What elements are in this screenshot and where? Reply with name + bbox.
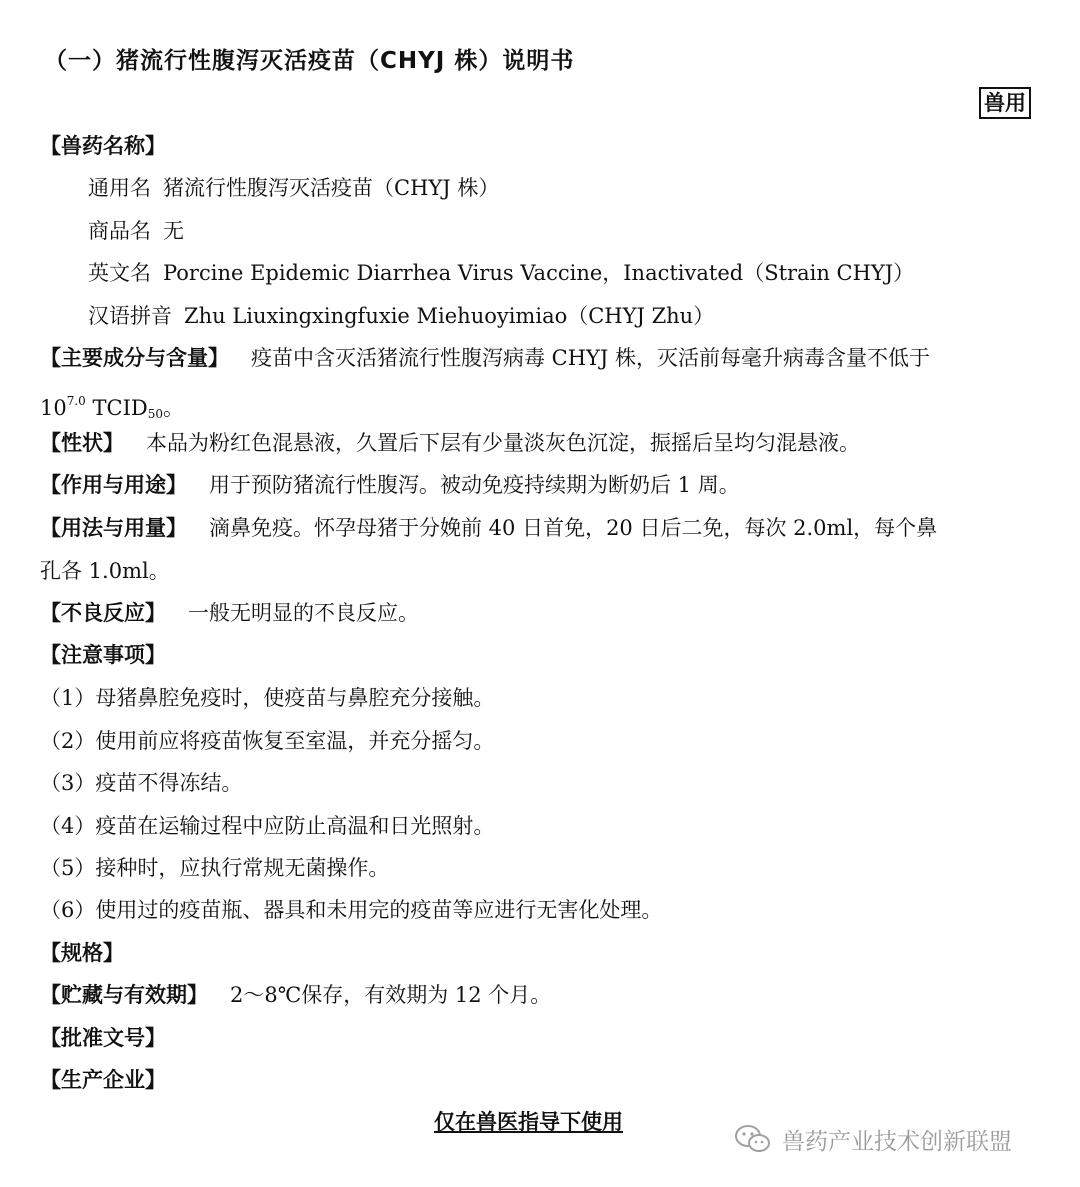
dosage-text-continued: 孔各 1.0ml。: [40, 559, 170, 583]
adverse-row: [40, 598, 419, 628]
composition-base: 10: [40, 396, 67, 420]
watermark-text: 兽药产业技术创新联盟: [782, 1128, 1012, 1155]
pinyin-name-label: 汉语拼音: [88, 304, 172, 328]
composition-row: [40, 343, 930, 373]
dosage-row: [40, 513, 937, 543]
document-title: （一）猪流行性腹泻灭活疫苗（CHYJ 株）说明书: [44, 48, 575, 74]
spec-heading: 【规格】: [40, 941, 124, 965]
precaution-item: （2）使用前应将疫苗恢复至室温，并充分摇匀。: [40, 729, 495, 753]
precaution-item: （3）疫苗不得冻结。: [40, 771, 243, 795]
drug-name-heading: 【兽药名称】: [40, 134, 166, 158]
storage-text: 2～8℃保存，有效期为 12 个月。: [230, 983, 552, 1007]
generic-name-row: [88, 173, 499, 203]
spec-row: [40, 938, 124, 968]
adverse-text: 一般无明显的不良反应。: [188, 601, 419, 625]
trade-name-row: [88, 216, 184, 246]
indication-row: [40, 470, 740, 500]
precaution-item: （4）疫苗在运输过程中应防止高温和日光照射。: [40, 814, 495, 838]
indication-heading: 【作用与用途】: [40, 473, 187, 497]
trade-name-label: 商品名: [88, 219, 151, 243]
composition-text: 疫苗中含灭活猪流行性腹泻病毒 CHYJ 株，灭活前每毫升病毒含量不低于: [251, 346, 931, 370]
precaution-item: （5）接种时，应执行常规无菌操作。: [40, 856, 390, 880]
composition-end: 。: [163, 396, 184, 420]
composition-exponent: 7.0: [66, 394, 86, 408]
storage-heading: 【贮藏与有效期】: [40, 983, 208, 1007]
manufacturer-heading: 【生产企业】: [40, 1068, 166, 1092]
precaution-item: （1）母猪鼻腔免疫时，使疫苗与鼻腔充分接触。: [40, 686, 495, 710]
approval-heading: 【批准文号】: [40, 1026, 166, 1050]
dosage-text: 滴鼻免疫。怀孕母猪于分娩前 40 日首免，20 日后二免，每次 2.0ml，每个鼻: [209, 516, 938, 540]
english-name-label: 英文名: [88, 261, 151, 285]
generic-name-label: 通用名: [88, 176, 151, 200]
dosage-heading: 【用法与用量】: [40, 516, 187, 540]
composition-row-2: [40, 386, 184, 429]
appearance-row: [40, 428, 860, 458]
composition-unit: TCID: [85, 396, 148, 420]
english-name-value: Porcine Epidemic Diarrhea Virus Vaccine，Inactivated（Strain CHYJ）: [163, 261, 915, 285]
manufacturer-row: [40, 1065, 166, 1095]
approval-row: [40, 1023, 166, 1053]
composition-heading: 【主要成分与含量】: [40, 346, 229, 370]
composition-unit-subscript: 50: [147, 407, 163, 421]
precaution-item: （6）使用过的疫苗瓶、器具和未用完的疫苗等应进行无害化处理。: [40, 898, 663, 922]
dosage-row-2: [40, 556, 170, 586]
precautions-heading: 【注意事项】: [40, 643, 166, 667]
adverse-heading: 【不良反应】: [40, 601, 166, 625]
usage-note: 仅在兽医指导下使用: [434, 1110, 623, 1134]
generic-name-value: 猪流行性腹泻灭活疫苗（CHYJ 株）: [163, 176, 500, 200]
drug-name-section: [40, 131, 166, 161]
pinyin-name-row: [88, 301, 714, 331]
veterinary-badge: 兽用: [979, 87, 1031, 119]
storage-row: [40, 980, 551, 1010]
wechat-icon: [734, 1123, 772, 1155]
precautions-row: [40, 640, 166, 670]
trade-name-value: 无: [163, 219, 184, 243]
pinyin-name-value: Zhu Liuxingxingfuxie Miehuoyimiao（CHYJ Zhu）: [184, 304, 715, 328]
english-name-row: [88, 258, 914, 288]
appearance-text: 本品为粉红色混悬液，久置后下层有少量淡灰色沉淀，振摇后呈均匀混悬液。: [146, 431, 860, 455]
watermark: [734, 1122, 1012, 1156]
indication-text: 用于预防猪流行性腹泻。被动免疫持续期为断奶后 1 周。: [209, 473, 740, 497]
appearance-heading: 【性状】: [40, 431, 124, 455]
